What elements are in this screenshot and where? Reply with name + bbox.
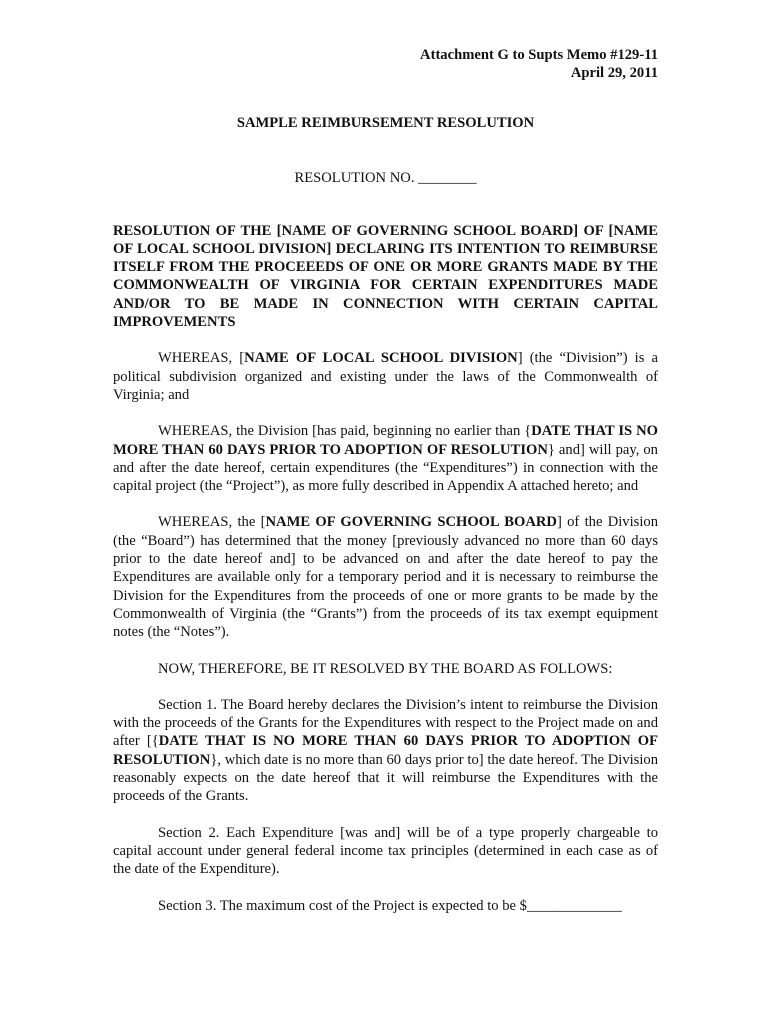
placeholder-board-name: NAME OF GOVERNING SCHOOL BOARD bbox=[265, 514, 557, 531]
placeholder-date-section-1: DATE THAT IS NO MORE THAN 60 DAYS PRIOR TO ADOPTION OF RESOLUTION bbox=[113, 733, 658, 768]
attachment-header bbox=[113, 46, 658, 82]
placeholder-division-name: NAME OF LOCAL SCHOOL DIVISION bbox=[244, 350, 518, 367]
resolved-paragraph: NOW, THEREFORE, BE IT RESOLVED BY THE BOARD AS FOLLOWS: bbox=[158, 660, 613, 677]
memo-date: April 29, 2011 bbox=[570, 65, 658, 81]
resolution-heading: RESOLUTION OF THE [NAME OF GOVERNING SCHOOL BOARD] OF [NAME OF LOCAL SCHOOL DIVISION] DECLARING ITS INTENTION TO REIMBURSE ITSELF FROM THE PROCEEEDS OF ONE OR MORE GRANTS MADE BY THE COMMONWEALTH OF VIRGINIA FOR CERTAIN EXPENDITURES MADE AND/OR TO BE MADE IN CONNECTION WITH CERTAIN CAPITAL IMPROVEMENTS bbox=[113, 222, 658, 331]
section-2: Section 2. Each Expenditure [was and] will be of a type properly chargeable to capital account under general federal income tax principles (determined in each case as of the date of the Expenditure). bbox=[113, 824, 658, 878]
placeholder-date: DATE THAT IS NO MORE THAN 60 DAYS PRIOR TO ADOPTION OF RESOLUTION bbox=[113, 423, 659, 458]
whereas-paragraph-2: WHEREAS, the Division [has paid, beginning no earlier than {DATE THAT IS NO MORE THAN 60 DAYS PRIOR TO ADOPTION OF RESOLUTION} and] will pay, on and after the date hereof, certain expenditures (the “Expenditures”) in connection with the capital project (the “Project”), as more fully described in Appendix A attached hereto; and bbox=[113, 423, 659, 495]
whereas-paragraph-3: WHEREAS, the [NAME OF GOVERNING SCHOOL BOARD] of the Division (the “Board”) has determined that the money [previously advanced no more than 60 days prior to the date hereof and] to be advanced on and after the date hereof to pay the Expenditures are available only for a temporary period and it is necessary to reimburse the Division for the Expenditures from the proceeds of one or more grants to be made by the Commonwealth of Virginia (the “Grants”) from the proceeds of its tax exempt equipment notes (the “Notes”). bbox=[113, 514, 658, 641]
document-title: SAMPLE REIMBURSEMENT RESOLUTION bbox=[236, 115, 535, 131]
attachment-line: Attachment G to Supts Memo #129-11 bbox=[420, 47, 658, 63]
resolution-number: RESOLUTION NO. ________ bbox=[294, 170, 477, 187]
whereas-paragraph-1: WHEREAS, [NAME OF LOCAL SCHOOL DIVISION] (the “Division”) is a political subdivision organized and existing under the laws of the Commonwealth of Virginia; and bbox=[113, 350, 658, 403]
section-3: Section 3. The maximum cost of the Project is expected to be $_____________ bbox=[158, 897, 622, 914]
section-1: Section 1. The Board hereby declares the Division’s intent to reimburse the Division with the proceeds of the Grants for the Expenditures with respect to the Project made on and after [{DATE THAT IS NO MORE THAN 60 DAYS PRIOR TO ADOPTION OF RESOLUTION}, which date is no more than 60 days prior to] the date hereof. The Division reasonably expects on the date hereof that it will reimburse the Expenditures with the proceeds of the Grants. bbox=[113, 696, 658, 805]
document-page bbox=[113, 40, 658, 915]
